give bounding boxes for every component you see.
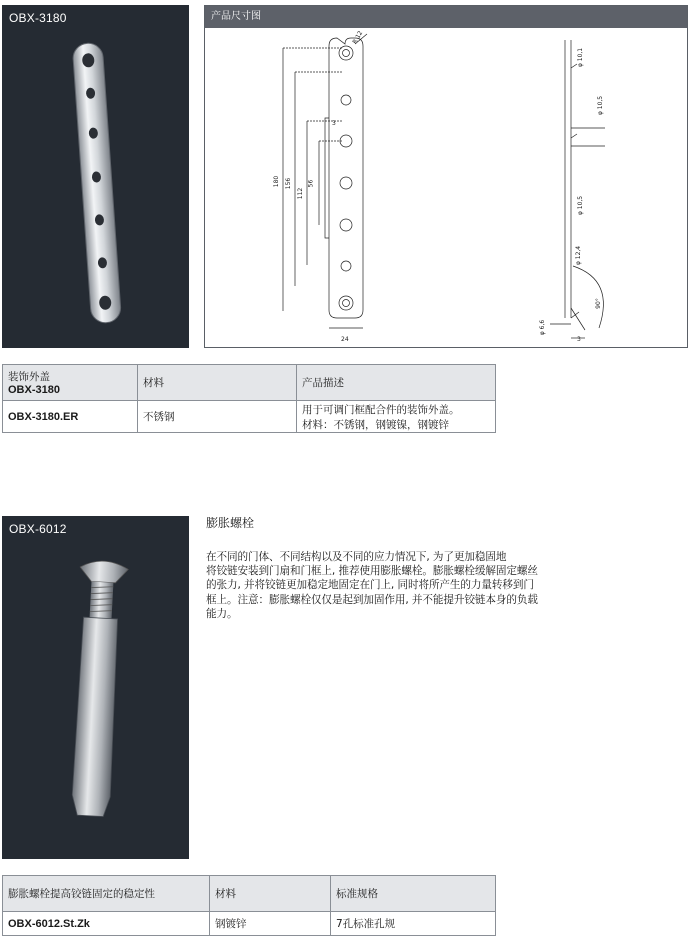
dim-length-56: 56: [307, 179, 315, 188]
cover-plate-image: [2, 5, 189, 348]
product-description: 在不同的门体、不同结构以及不同的应力情况下, 为了更加稳固地 将铰链安装到门扇和门框上, 推荐使用膨胀螺栓。膨胀螺栓缓解固定螺丝 的张力, 并将铰链更加稳定地固定在门上, 同时将所产生的力量转移到门 框上。注意：膨胀螺栓仅仅是起到加固作用, 并不能提升铰链本身的负载 能力。: [206, 551, 538, 620]
dim-angle: 90°: [594, 298, 602, 309]
dim-total-length: 180: [273, 175, 281, 188]
product-code-label: OBX-3180: [9, 11, 67, 25]
row-code: OBX-3180.ER: [3, 401, 138, 433]
row-code: OBX-6012.St.Zk: [3, 912, 210, 936]
technical-drawing: [205, 28, 687, 347]
spec-table-obx-6012: [2, 875, 496, 936]
header-product-name: 装饰外盖 OBX-3180: [3, 365, 138, 401]
dim-thickness: 3: [577, 336, 581, 343]
spec-table-obx-3180: [2, 364, 496, 433]
product-photo-obx-6012: [2, 516, 189, 859]
header-description: 产品描述: [297, 365, 496, 401]
product-code-label: OBX-6012: [9, 522, 67, 536]
dim-radius: R 12: [351, 29, 365, 46]
row-description: 用于可调门框配合件的装饰外盖。 材料：不锈钢，钢镀镍，钢镀锌: [297, 401, 496, 433]
row-material: 不锈钢: [138, 401, 297, 433]
dim-hole-3: φ 10,5: [577, 195, 585, 216]
dim-width: 24: [341, 336, 349, 343]
expansion-bolt-image: [2, 516, 189, 859]
row-material: 钢镀锌: [210, 912, 331, 936]
product-title: 膨胀螺栓: [206, 516, 255, 530]
dim-hole-1: φ 10,1: [577, 47, 585, 68]
dimension-drawing-panel: [204, 5, 688, 348]
product-photo-obx-3180: [2, 5, 189, 348]
dim-offset-3: 3: [332, 120, 336, 127]
dim-length-112: 112: [297, 187, 305, 200]
dim-hole-2: φ 10,5: [597, 95, 605, 116]
header-product-name: 膨胀螺栓提高铰链固定的稳定性: [3, 876, 210, 912]
header-material: 材料: [210, 876, 331, 912]
header-material: 材料: [138, 365, 297, 401]
header-spec: 标准规格: [331, 876, 496, 912]
row-spec: 7孔标准孔规: [331, 912, 496, 936]
dim-hole-4: φ 12,4: [575, 245, 583, 266]
drawing-title: 产品尺寸图: [205, 6, 687, 28]
dim-length-156: 156: [285, 177, 293, 190]
dim-hole-5: φ 6,6: [539, 319, 547, 336]
